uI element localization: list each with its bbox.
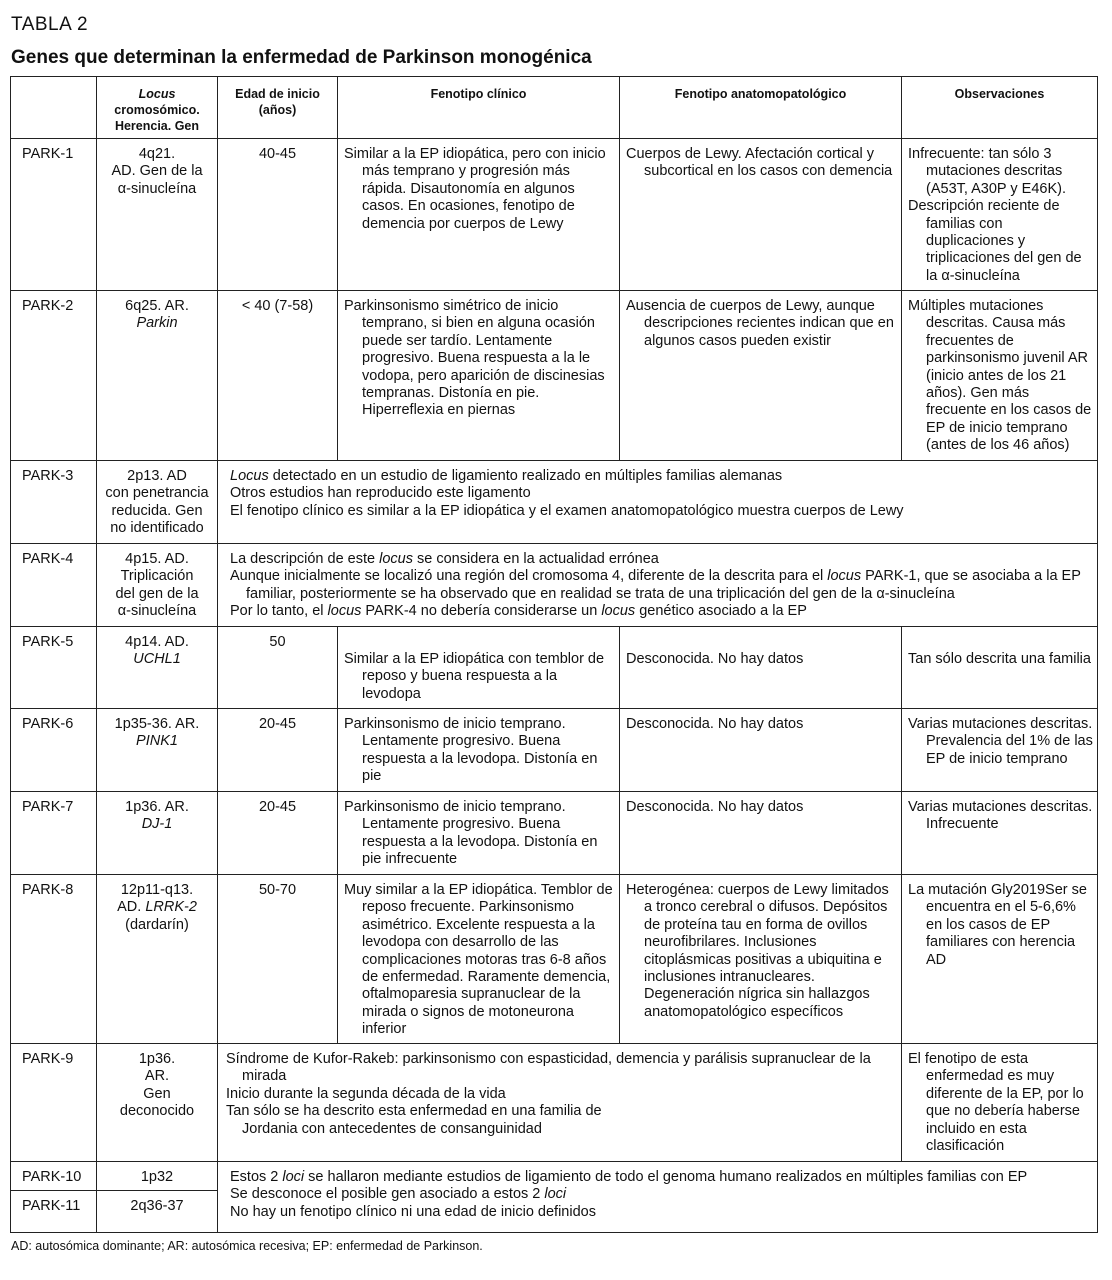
- anatomo-cell: [620, 139, 902, 291]
- parkinson-genes-table: [10, 76, 1098, 1233]
- gene-cell: PARK-2: [11, 291, 97, 461]
- locus-gene-italic: PINK1: [136, 733, 178, 750]
- locus-cell: [97, 461, 218, 544]
- obs-text: Tan sólo descrita una familia: [908, 651, 1091, 667]
- age-cell: 50: [218, 627, 338, 709]
- obs-text: Descripción reciente de familias con duplicaciones y triplicaciones del gen de la α-sinucleína: [908, 198, 1082, 284]
- description-line: [230, 1169, 1097, 1186]
- header-clinical: Fenotipo clínico: [338, 77, 620, 139]
- header-locus-italic: Locus: [138, 87, 176, 101]
- locus-line: α-sinucleína: [117, 603, 197, 620]
- clinical-cell: [338, 139, 620, 291]
- text-span: Por lo tanto, el: [230, 603, 328, 620]
- header-locus-line2: cromosómico.: [114, 103, 200, 117]
- locus-cell: [97, 544, 218, 627]
- locus-line: 1p36. AR.: [125, 799, 189, 815]
- header-locus-line3: Herencia. Gen: [114, 119, 200, 133]
- clinical-cell: [338, 627, 620, 709]
- header-obs: Observaciones: [902, 77, 1098, 139]
- gene-cell: PARK-3: [11, 461, 97, 544]
- anatomo-text: Heterogénea: cuerpos de Lewy limitados a tronco cerebral o difusos. Depósitos de proteína tau en forma de ovillos neurofibrilares. Inclusiones citoplásmicas positivas a ubiquitina e inclusiones intranucleares. Degeneración nígrica sin hallazgos anatomopatológico específicos: [626, 882, 889, 1020]
- locus-cell: [97, 1044, 218, 1162]
- locus-gene-italic: Parkin: [136, 315, 178, 332]
- text-span: La descripción de este: [230, 551, 380, 567]
- gene-cell: PARK-5: [11, 627, 97, 709]
- header-anatomo: Fenotipo anatomopatológico: [620, 77, 902, 139]
- description-line: Inicio durante la segunda década de la vida: [226, 1085, 506, 1102]
- locus-line: 4p14. AD.: [125, 634, 189, 650]
- locus-cell: [97, 627, 218, 709]
- description-line: Tan sólo se ha descrito esta enfermedad en una familia de Jordania con antecedentes de consanguinidad: [226, 1103, 602, 1137]
- table-row-park8: [11, 875, 1098, 1044]
- clinical-cell: [338, 291, 620, 461]
- clinical-text: Parkinsonismo simétrico de inicio temprano, si bien en alguna ocasión puede ser tardío. Lentamente progresivo. Buena respuesta a la le vodopa, pero aparición de discinesias tempranas. Distonía en pie. Hiperreflexia en piernas: [344, 298, 605, 419]
- locus-line: 4q21.: [138, 146, 176, 162]
- anatomo-text: Cuerpos de Lewy. Afectación cortical y subcortical en los casos con demencia: [626, 146, 893, 180]
- italic-term: locus: [827, 568, 862, 585]
- clinical-text: Parkinsonismo de inicio temprano. Lentamente progresivo. Buena respuesta a la levodopa. Distonía en pie infrecuente: [344, 799, 598, 868]
- locus-line: α-sinucleína: [117, 180, 197, 197]
- clinical-text: Muy similar a la EP idiopática. Temblor de reposo frecuente. Parkinsonismo asimétrico. Excelente respuesta a la levodopa con desarrollo de las complicaciones motoras tras 6-8 años de enfermedad. Raramente demencia, oftalmoparesia supranuclear de la mirada o signos de motoneurona inferior: [344, 882, 613, 1038]
- text-span: PARK-4 no debería considerarse un: [361, 603, 602, 620]
- anatomo-text: Ausencia de cuerpos de Lewy, aunque descripciones recientes indican que en algunos casos pueden existir: [626, 298, 894, 349]
- header-gene: [11, 77, 97, 139]
- locus-line: AD.: [117, 899, 146, 916]
- merged-description-cell: [218, 1162, 1098, 1233]
- text-span: se considera en la actualidad errónea: [412, 551, 659, 567]
- gene-cell: PARK-10: [11, 1162, 97, 1191]
- obs-cell: [902, 709, 1098, 792]
- locus-line: AD. Gen de la: [111, 163, 203, 180]
- obs-cell: [902, 291, 1098, 461]
- locus-line: deconocido: [119, 1103, 195, 1120]
- header-age: [218, 77, 338, 139]
- table-row-park1: [11, 139, 1098, 291]
- locus-line: 12p11-q13.: [120, 882, 194, 898]
- table-title: Genes que determinan la enfermedad de Parkinson monogénica: [11, 47, 592, 68]
- locus-line: (dardarín): [125, 916, 189, 933]
- obs-text: Varias mutaciones descritas. Prevalencia del 1% de las EP de inicio temprano: [908, 716, 1093, 767]
- locus-line: 6q25. AR.: [125, 298, 189, 314]
- text-span: genético asociado a la EP: [635, 603, 807, 620]
- clinical-cell: [338, 875, 620, 1044]
- locus-cell: [97, 291, 218, 461]
- text-span: PARK-1, que se asociaba a la EP familiar, posteriormente se ha observado que en realidad se trata de una triplicación del gen de la α-sinucleína: [246, 568, 1081, 602]
- table-row-park3: [11, 461, 1098, 544]
- merged-description-cell: [218, 461, 1098, 544]
- text-span: detectado en un estudio de ligamiento realizado en múltiples familias alemanas: [268, 468, 783, 484]
- text-span: Estos 2: [230, 1169, 283, 1185]
- description-line: Síndrome de Kufor-Rakeb: parkinsonismo con espasticidad, demencia y parálisis supranuclear de la mirada: [226, 1051, 871, 1085]
- gene-cell: PARK-1: [11, 139, 97, 291]
- age-cell: 20-45: [218, 792, 338, 875]
- table-row-park6: [11, 709, 1098, 792]
- italic-term: locus: [379, 551, 413, 567]
- table-row-park10: [11, 1162, 1098, 1191]
- anatomo-text: Desconocida. No hay datos: [626, 716, 804, 732]
- locus-cell: 2q36-37: [97, 1191, 218, 1233]
- locus-cell: [97, 792, 218, 875]
- gene-cell: PARK-11: [11, 1191, 97, 1233]
- locus-cell: [97, 709, 218, 792]
- table-label: TABLA 2: [11, 14, 89, 35]
- description-line: No hay un fenotipo clínico ni una edad de inicio definidos: [230, 1203, 596, 1220]
- anatomo-cell: [620, 627, 902, 709]
- obs-cell: [902, 1044, 1098, 1162]
- description-line: [230, 568, 1097, 603]
- italic-term: loci: [544, 1186, 567, 1203]
- anatomo-text: Desconocida. No hay datos: [626, 799, 804, 815]
- obs-cell: [902, 627, 1098, 709]
- footnote: AD: autosómica dominante; AR: autosómica recesiva; EP: enfermedad de Parkinson.: [11, 1239, 483, 1253]
- italic-term: loci: [282, 1169, 305, 1185]
- merged-description-cell: [218, 544, 1098, 627]
- obs-text: El fenotipo de esta enfermedad es muy diferente de la EP, por lo que no debería haberse incluido en esta clasificación: [908, 1051, 1084, 1155]
- table-row-park4: [11, 544, 1098, 627]
- obs-cell: [902, 792, 1098, 875]
- locus-line: Triplicación: [120, 568, 194, 585]
- header-age-line1: Edad de inicio: [235, 87, 320, 101]
- clinical-text: Similar a la EP idiopática con temblor de reposo y buena respuesta a la levodopa: [344, 651, 605, 702]
- locus-gene-italic: LRRK-2: [145, 899, 197, 916]
- obs-text: Infrecuente: tan sólo 3 mutaciones descritas (A53T, A30P y E46K).: [908, 146, 1066, 197]
- gene-cell: PARK-4: [11, 544, 97, 627]
- description-line: El fenotipo clínico es similar a la EP idiopática y el examen anatomopatológico muestra cuerpos de Lewy: [230, 502, 904, 519]
- clinical-cell: [338, 709, 620, 792]
- locus-gene-italic: DJ-1: [141, 816, 173, 833]
- locus-line: 4p15. AD.: [125, 551, 189, 567]
- obs-text: Varias mutaciones descritas. Infrecuente: [908, 799, 1093, 833]
- locus-line: no identificado: [110, 520, 204, 537]
- anatomo-cell: [620, 875, 902, 1044]
- table-row-park7: [11, 792, 1098, 875]
- locus-line: AR.: [144, 1068, 170, 1085]
- italic-term: locus: [601, 603, 636, 620]
- locus-line: 1p35-36. AR.: [114, 716, 200, 732]
- locus-line: 2p13. AD: [127, 468, 187, 484]
- anatomo-text: Desconocida. No hay datos: [626, 651, 804, 667]
- age-cell: < 40 (7-58): [218, 291, 338, 461]
- table-row-park9: [11, 1044, 1098, 1162]
- locus-line: con penetrancia: [105, 485, 209, 502]
- age-cell: 50-70: [218, 875, 338, 1044]
- anatomo-cell: [620, 792, 902, 875]
- gene-cell: PARK-9: [11, 1044, 97, 1162]
- age-cell: 40-45: [218, 139, 338, 291]
- obs-text: Múltiples mutaciones descritas. Causa más frecuentes de parkinsonismo juvenil AR (inicio antes de los 21 años). Gen más frecuente en los casos de EP de inicio temprano (antes de los 46 años): [908, 298, 1092, 454]
- text-span: Aunque inicialmente se localizó una región del cromosoma 4, diferente de la descrita para el: [230, 568, 828, 585]
- gene-cell: PARK-8: [11, 875, 97, 1044]
- text-span: Se desconoce el posible gen asociado a estos 2: [230, 1186, 545, 1203]
- locus-cell: [97, 875, 218, 1044]
- gene-cell: PARK-6: [11, 709, 97, 792]
- locus-line: del gen de la: [115, 585, 199, 602]
- obs-cell: [902, 139, 1098, 291]
- italic-term: locus: [327, 603, 362, 620]
- clinical-text: Parkinsonismo de inicio temprano. Lentamente progresivo. Buena respuesta a la levodopa. Distonía en pie: [344, 716, 598, 785]
- description-line: [230, 468, 1097, 485]
- locus-line: reducida. Gen: [111, 502, 203, 519]
- anatomo-cell: [620, 709, 902, 792]
- description-line: [230, 551, 1097, 568]
- description-line: [230, 603, 1097, 620]
- header-locus: [97, 77, 218, 139]
- description-line: [230, 1186, 1097, 1203]
- merged-description-cell: [218, 1044, 902, 1162]
- description-line: Otros estudios han reproducido este ligamento: [230, 485, 531, 502]
- obs-text: La mutación Gly2019Ser se encuentra en el 5-6,6% en los casos de EP familiares con herencia AD: [908, 882, 1087, 968]
- locus-gene-italic: UCHL1: [133, 651, 181, 668]
- text-span: se hallaron mediante estudios de ligamiento de todo el genoma humano realizados en múltiples familias con EP: [304, 1169, 1028, 1185]
- anatomo-cell: [620, 291, 902, 461]
- locus-line: Gen: [143, 1085, 171, 1102]
- header-age-line2: (años): [258, 103, 297, 117]
- obs-cell: [902, 875, 1098, 1044]
- locus-cell: [97, 139, 218, 291]
- clinical-text: Similar a la EP idiopática, pero con inicio más temprano y progresión más rápida. Disautonomía en algunos casos. En ocasiones, fenotipo de demencia por cuerpos de Lewy: [344, 146, 606, 232]
- gene-cell: PARK-7: [11, 792, 97, 875]
- age-cell: 20-45: [218, 709, 338, 792]
- locus-cell: 1p32: [97, 1162, 218, 1191]
- table-row-park5: [11, 627, 1098, 709]
- locus-line: 1p36.: [138, 1051, 176, 1067]
- table-row-park2: [11, 291, 1098, 461]
- italic-term: Locus: [230, 468, 269, 484]
- clinical-cell: [338, 792, 620, 875]
- header-row: [11, 77, 1098, 139]
